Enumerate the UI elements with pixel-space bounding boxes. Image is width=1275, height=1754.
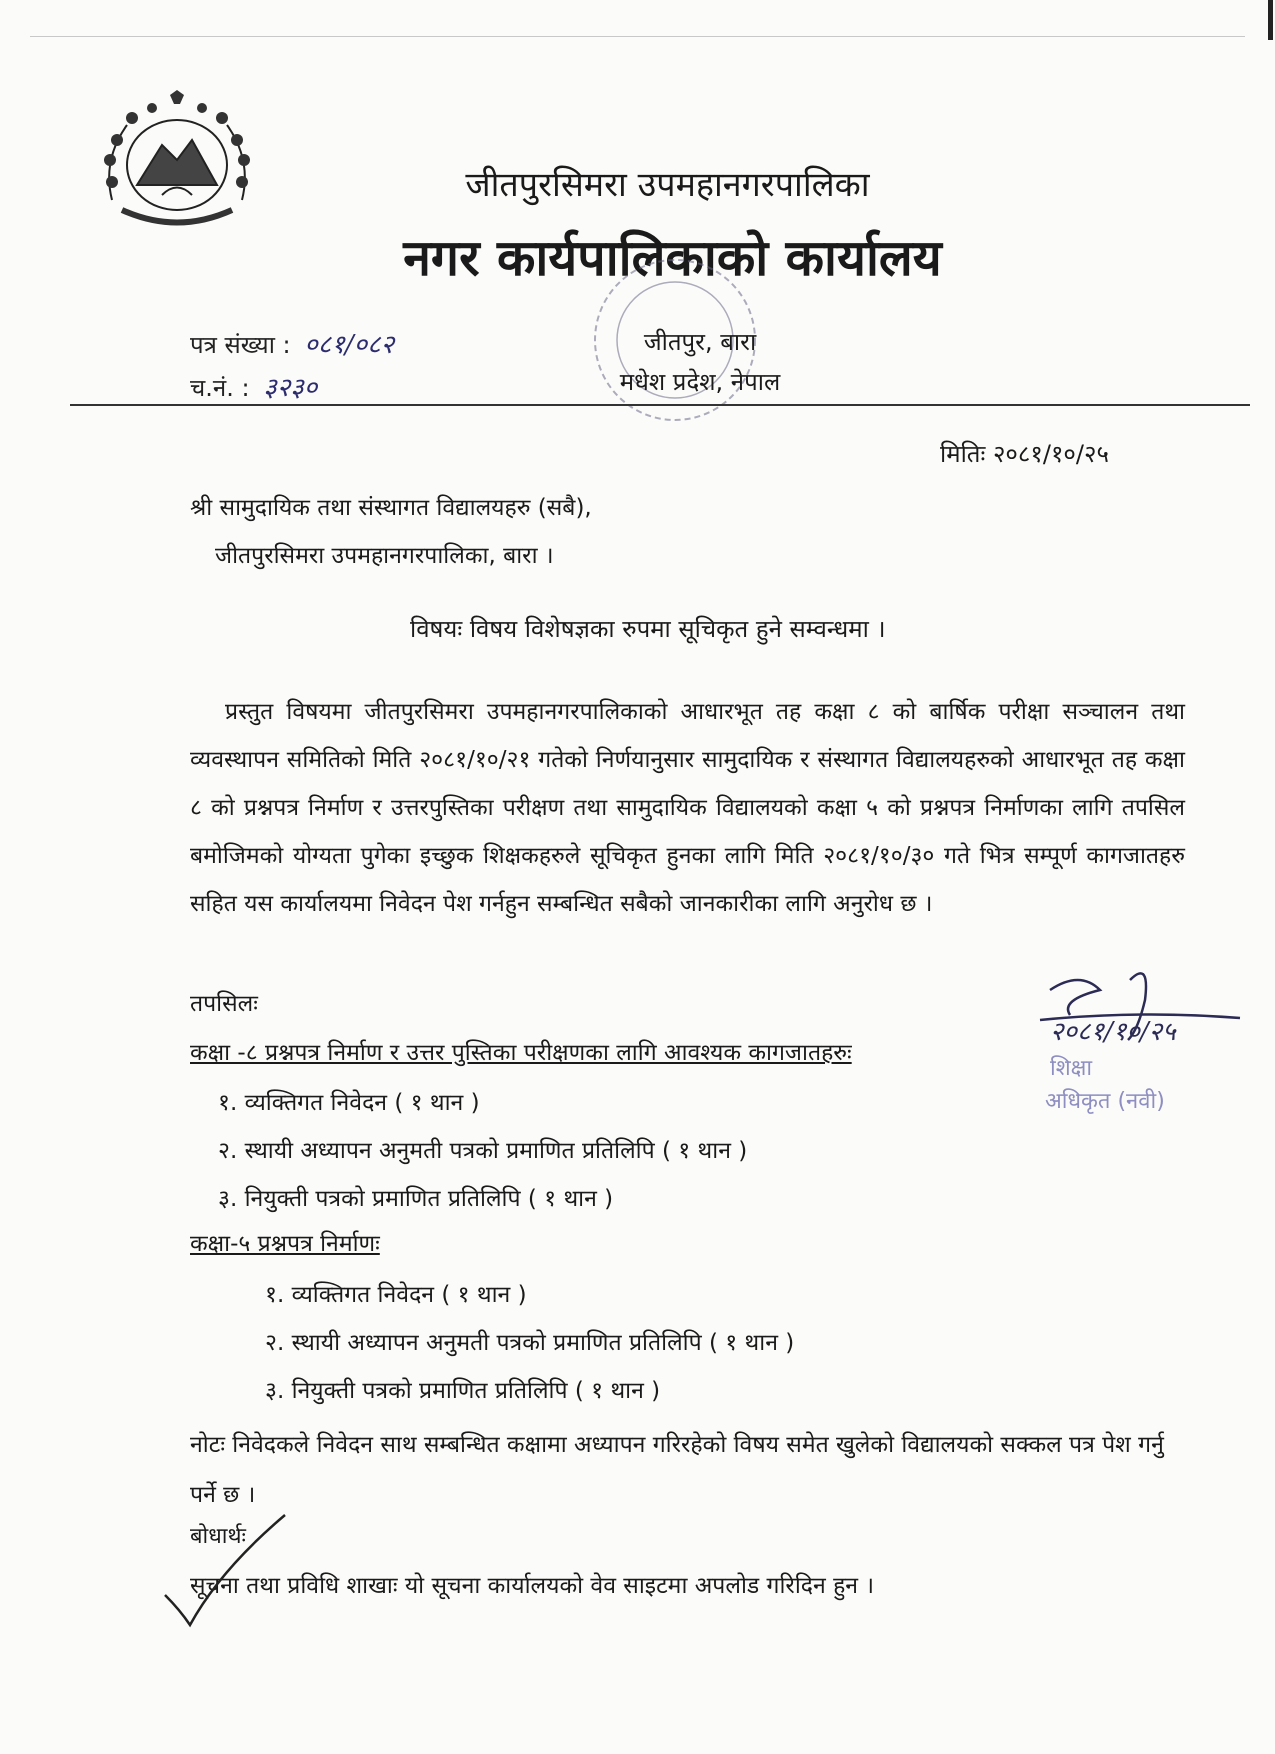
subject-line: विषयः विषय विशेषज्ञका रुपमा सूचिकृत हुने सम्वन्धमा । bbox=[410, 615, 886, 643]
checkmark-icon bbox=[160, 1510, 300, 1630]
grade8-item-3: ३. नियुक्ती पत्रको प्रमाणित प्रतिलिपि ( १ थान ) bbox=[218, 1186, 614, 1212]
header-divider bbox=[70, 404, 1250, 406]
recipient-line-2: जीतपुरसिमरा उपमहानगरपालिका, बारा । bbox=[215, 543, 554, 569]
grade8-heading: कक्षा -८ प्रश्नपत्र निर्माण र उत्तर पुस्तिका परीक्षणका लागि आवश्यक कागजातहरुः bbox=[190, 1040, 852, 1066]
address-line-2: मधेश प्रदेश, नेपाल bbox=[619, 368, 781, 396]
officer-signature bbox=[1020, 960, 1260, 1120]
body-paragraph: प्रस्तुत विषयमा जीतपुरसिमरा उपमहानगरपालिकाको आधारभूत तह कक्षा ८ को बार्षिक परीक्षा सञ्चालन तथा व्यवस्थापन समितिको मिति २०८१/१०/२१ गतेको निर्णयानुसार सामुदायिक र संस्थागत विद्यालयहरुको आधारभूत तह कक्षा ८ को प्रश्नपत्र निर्माण र उत्तरपुस्तिका परीक्षण तथा सामुदायिक विद्यालयको कक्षा ५ को प्रश्नपत्र निर्माणका लागि तपसिल बमोजिमको योग्यता पुगेका इच्छुक शिक्षकहरुले सूचिकृत हुनका लागि मिति २०८१/१०/३० गते भित्र सम्पूर्ण कागजातहरु सहित यस कार्यालयमा निवेदन पेश गर्नहुन सम्बन्धित सबैको जानकारीका लागि अनुरोध छ । bbox=[190, 699, 1185, 917]
letter-number bbox=[190, 325, 394, 361]
dispatch-number-value: ३२३० bbox=[263, 373, 318, 403]
grade5-item-2: २. स्थायी अध्यापन अनुमती पत्रको प्रमाणित प्रतिलिपि ( १ थान ) bbox=[265, 1330, 795, 1356]
letter-date: मितिः २०८१/१०/२५ bbox=[940, 440, 1109, 468]
note-paragraph: नोटः निवेदकले निवेदन साथ सम्बन्धित कक्षामा अध्यापन गरिरहेको विषय समेत खुलेको विद्यालयको सक्कल पत्र पेश गर्नु पर्ने छ । bbox=[190, 1432, 1164, 1508]
dispatch-number bbox=[190, 368, 317, 404]
signature-date: २०८१/१०/२५ bbox=[1050, 1017, 1176, 1047]
grade5-item-3: ३. नियुक्ती पत्रको प्रमाणित प्रतिलिपि ( १ थान ) bbox=[265, 1378, 661, 1404]
stamp-line-1: शिक्षा bbox=[1050, 1056, 1093, 1081]
letter-number-label: पत्र संख्या : bbox=[190, 331, 291, 359]
scan-edge-mark bbox=[1268, 0, 1273, 40]
cc-line: सूचना तथा प्रविधि शाखाः यो सूचना कार्यालयको वेव साइटमा अपलोड गरिदिन हुन । bbox=[190, 1573, 875, 1599]
grade8-item-2: २. स्थायी अध्यापन अनुमती पत्रको प्रमाणित प्रतिलिपि ( १ थान ) bbox=[218, 1138, 748, 1164]
organization-name: जीतपुरसिमरा उपमहानगरपालिका bbox=[465, 165, 870, 205]
recipient-line-1: श्री सामुदायिक तथा संस्थागत विद्यालयहरु (सबै), bbox=[190, 495, 592, 521]
cc-label: बोधार्थः bbox=[190, 1524, 246, 1549]
grade8-item-1: १. व्यक्तिगत निवेदन ( १ थान ) bbox=[218, 1090, 480, 1116]
stamp-line-2: अधिकृत (नवी) bbox=[1045, 1089, 1165, 1114]
dispatch-number-label: च.नं. : bbox=[190, 374, 250, 402]
scan-top-rule bbox=[30, 36, 1245, 37]
letter-number-value: ०८१/०८२ bbox=[304, 330, 395, 360]
office-title: नगर कार्यपालिकाको कार्यालय bbox=[403, 229, 942, 287]
grade5-item-1: १. व्यक्तिगत निवेदन ( १ थान ) bbox=[265, 1282, 527, 1308]
grade5-heading: कक्षा-५ प्रश्नपत्र निर्माणः bbox=[190, 1231, 380, 1257]
address-line-1: जीतपुर, बारा bbox=[643, 328, 757, 356]
details-label: तपसिलः bbox=[190, 991, 258, 1017]
